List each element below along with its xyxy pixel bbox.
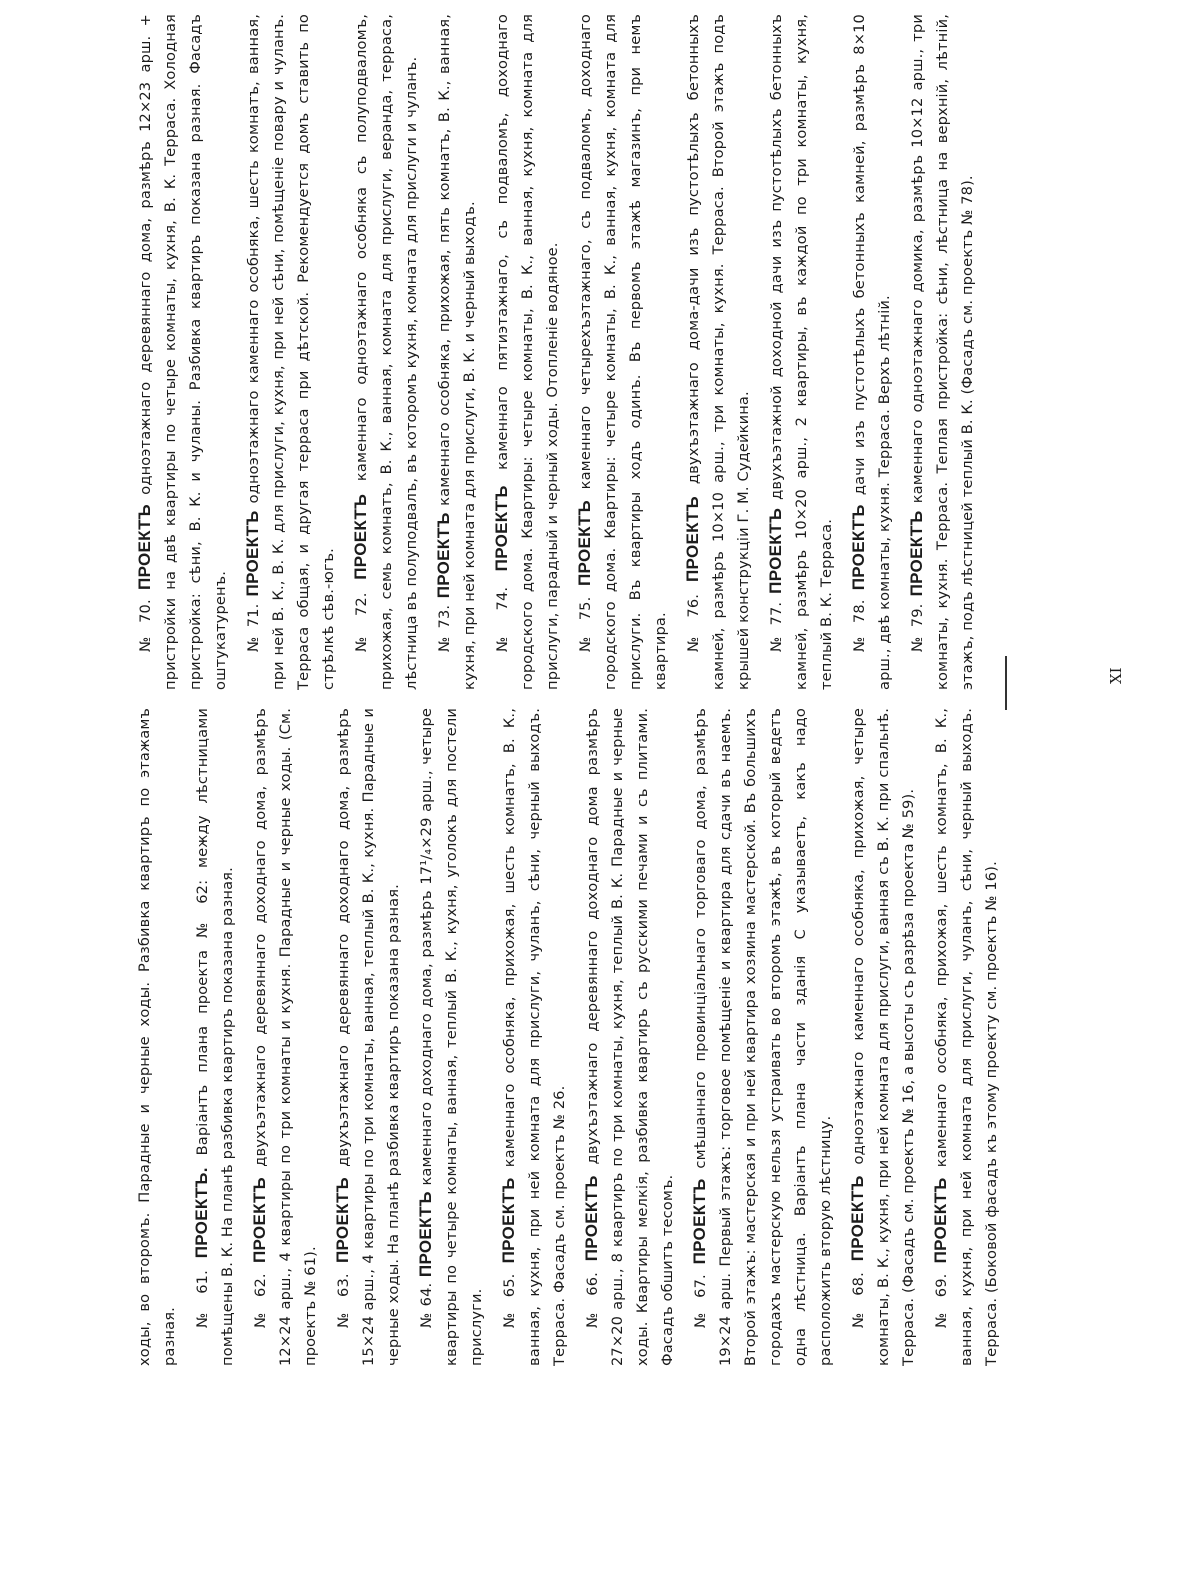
project-number: № 62. xyxy=(252,1273,269,1328)
project-entry xyxy=(572,14,673,690)
project-entry xyxy=(763,14,839,690)
project-label: ПРОЕКТЪ xyxy=(499,1177,518,1264)
project-entry xyxy=(330,708,406,1366)
project-entry xyxy=(687,708,838,1366)
right-entries xyxy=(132,14,980,690)
project-description: каменнаго одноэтажнаго особняка съ полуподваломъ, прихожая, семь комнатъ, В. К., ванная, комната для прислуги, веранда, терраса, лѣстница въ полуподвалъ, въ которомъ кухня, комната для прислуги и чуланъ. xyxy=(353,14,420,690)
project-label: ПРОЕКТЪ xyxy=(931,1177,950,1264)
project-label: ПРОЕКТЪ xyxy=(766,507,785,594)
project-description: Варіантъ плана проекта № 62: между лѣстницами помѣщены В. К. На планѣ разбивка квартиръ показана разная. xyxy=(194,708,236,1366)
project-number: № 73. xyxy=(436,604,453,652)
project-number: № 63. xyxy=(335,1273,352,1328)
project-entry xyxy=(240,14,341,690)
project-number: № 70. xyxy=(137,599,154,652)
right-column xyxy=(132,14,1052,690)
project-description: каменнаго особняка, прихожая, пять комнатъ, В. К., ванная, кухня, при ней комната для прислуги, В. К. и черный выходъ. xyxy=(436,13,478,690)
project-description: одноэтажнаго каменнаго особняка, прихожая, четыре комнаты, В. К., кухня, при ней комната для прислуги, ванная съ В. К. при спальнѣ. Терраса. (Фасадъ см. проектъ № 16, а высоты съ разрѣза проекта № 59). xyxy=(850,708,917,1366)
project-entry xyxy=(189,708,240,1366)
project-entry xyxy=(496,708,572,1366)
project-entry xyxy=(579,708,680,1366)
project-description: смѣшаннаго провинціальнаго торговаго дома, размѣръ 19×24 арш. Первый этажъ: торговое помѣщеніе и квартира для сдачи въ наемъ. Второй этажъ: мастерская и при ней квартира хозяина мастерской. Въ большихъ городахъ мастерскую нельзя устраивать во второмъ этажѣ, въ который ведетъ одна лѣстница. Варіантъ плана части зданія С указываетъ, какъ надо расположить вторую лѣстницу. xyxy=(692,708,834,1366)
project-number: № 72. xyxy=(353,592,370,652)
project-number: № 75. xyxy=(577,596,594,652)
project-number: № 79. xyxy=(909,603,926,652)
project-entry xyxy=(928,708,1004,1366)
project-number: № 77. xyxy=(768,601,785,652)
page-number: XI xyxy=(1107,667,1125,684)
project-entry xyxy=(846,14,897,690)
project-description: одноэтажнаго каменнаго особняка, шесть комнатъ, ванная, при ней В. К., В. К. для прислуги, кухня, при ней сѣни, помѣщеніе повару и чуланъ. Терраса общая, и другая терраса при дѣтской. Рекомендуется домъ ставить по стрѣлкѣ сѣв.-югъ. xyxy=(245,13,337,690)
project-number: № 64. xyxy=(418,1282,435,1328)
project-description: двухъэтажнаго деревяннаго доходнаго дома, размѣръ 12×24 арш., 4 квартиры по три комнаты и кухня. Парадные и черные ходы. (См. проектъ № 61). xyxy=(252,708,319,1366)
left-intro: ходы, во второмъ. Парадные и черные ходы. Разбивка квартиръ по этажамъ разная. xyxy=(136,708,178,1366)
project-description: каменнаго одноэтажнаго домика, размѣръ 10×12 арш., три комнаты, кухня. Терраса. Теплая пристройка: сѣни, лѣстница на верхній, лѣтній, этажъ, подъ лѣстницей теплый В. К. (Фасадъ см. проектъ № 78). xyxy=(909,14,976,690)
project-number: № 69. xyxy=(933,1273,950,1328)
project-label: ПРОЕКТЪ xyxy=(243,510,262,597)
project-description: каменнаго особняка, прихожая, шесть комнатъ, В. К., ванная, кухня, при ней комната для прислуги, чуланъ, сѣни, черный выходъ. Терраса. (Боковой фасадъ къ этому проекту см. проектъ № 16). xyxy=(933,707,1000,1366)
project-description: двухъэтажной доходной дачи изъ пустотѣлыхъ бетонныхъ камней, размѣръ 10×20 арш., 2 квартиры, въ каждой по три комнаты, кухня, теплый В. К. Терраса. xyxy=(768,13,835,690)
project-label: ПРОЕКТЪ xyxy=(575,500,594,586)
project-label: ПРОЕКТЪ xyxy=(690,1178,709,1265)
project-entry xyxy=(845,708,921,1366)
project-entry xyxy=(489,14,565,690)
project-label: ПРОЕКТЪ xyxy=(848,1175,867,1262)
project-label: ПРОЕКТЪ xyxy=(250,1177,269,1264)
project-number: № 74. xyxy=(494,586,511,652)
project-description: каменнаго особняка, прихожая, шесть комнатъ, В. К., ванная, кухня, при ней комната для прислуги, чуланъ, сѣни, черный выходъ. Терраса. Фасадъ см. проектъ № 26. xyxy=(501,707,568,1366)
project-label: ПРОЕКТЪ xyxy=(135,503,154,590)
project-label: ПРОЕКТЪ xyxy=(582,1175,601,1262)
project-description: двухъэтажнаго деревяннаго доходнаго дома, размѣръ 15×24 арш., 4 квартиры по три комнаты, ванная, теплый В. К., кухня. Парадные и черные ходы. На планѣ разбивка квартиръ показана разная. xyxy=(335,708,402,1366)
project-number: № 76. xyxy=(685,593,702,652)
project-label: ПРОЕКТЪ xyxy=(849,504,868,591)
project-description: дачи изъ пустотѣлыхъ бетонныхъ камней, размѣръ 8×10 арш., двѣ комнаты, кухня. Терраса. Верхъ лѣтній. xyxy=(851,14,893,690)
left-column xyxy=(132,708,1052,1366)
project-number: № 67. xyxy=(692,1274,709,1328)
project-number: № 68. xyxy=(850,1272,867,1328)
project-label: ПРОЕКТЪ xyxy=(434,512,453,599)
project-entry xyxy=(904,14,980,690)
project-label: ПРОЕКТЪ xyxy=(683,496,702,582)
project-label: ПРОЕКТЪ xyxy=(333,1177,352,1264)
project-number: № 65. xyxy=(501,1273,518,1328)
project-number: № 71. xyxy=(245,603,262,652)
project-entry xyxy=(413,708,489,1366)
project-label: ПРОЕКТЪ. xyxy=(192,1167,211,1259)
project-description: каменнаго доходнаго дома, размѣръ 17¹/₄×29 арш., четыре квартиры по четыре комнаты, ванная, теплый В. К., кухня, уголокъ для постели прислуги. xyxy=(418,708,485,1366)
project-description: каменнаго четырехъэтажнаго, съ подваломъ, доходнаго городского дома. Квартиры: четыре комнаты, В. К., ванная, кухня, комната для прислуги. Въ квартиры ходъ одинъ. Въ первомъ этажѣ магазинъ, при немъ квартира. xyxy=(577,14,669,690)
project-label: ПРОЕКТЪ xyxy=(907,510,926,597)
project-number: № 61. xyxy=(194,1270,211,1328)
project-description: одноэтажнаго деревяннаго дома, размѣръ 12×23 арш. + пристройки на двѣ квартиры по четыре комнаты, кухня, В. К. Терраса. Холодная пристройка: сѣни, В. К. и чуланы. Разбивка квартиръ показана разная. Фасадъ оштукатуренъ. xyxy=(137,14,229,690)
project-label: ПРОЕКТЪ xyxy=(351,493,370,580)
project-label: ПРОЕКТЪ xyxy=(416,1191,435,1278)
project-description: двухъэтажнаго дома-дачи изъ пустотѣлыхъ бетонныхъ камней, размѣръ 10×10 арш., три комнаты, кухня. Терраса. Второй этажъ подъ крышей конструкціи Г. М. Судейкина. xyxy=(685,14,752,690)
project-description: каменнаго пятиэтажнаго, съ подваломъ, доходнаго городского дома. Квартиры: четыре комнаты, В. К., ванная, кухня, комната для прислуги, парадный и черный ходы. Отопленіе водяное. xyxy=(494,14,561,690)
project-entry xyxy=(431,14,482,690)
project-entry xyxy=(680,14,756,690)
project-number: № 78. xyxy=(851,599,868,652)
project-entry xyxy=(132,14,233,690)
project-description: двухъэтажнаго деревяннаго доходнаго дома размѣръ 27×20 арш., 8 квартиръ по три комнаты, кухня, теплый В. К. Парадные и черные ходы. Квартиры мелкія, разбивка квартиръ съ русскими печами и съ плитами. Фасадъ обшитъ тесомъ. xyxy=(584,708,676,1366)
project-label: ПРОЕКТЪ xyxy=(492,485,511,572)
project-entry xyxy=(348,14,424,690)
project-entry xyxy=(247,708,323,1366)
left-entries xyxy=(189,708,1004,1366)
project-number: № 66. xyxy=(584,1272,601,1328)
